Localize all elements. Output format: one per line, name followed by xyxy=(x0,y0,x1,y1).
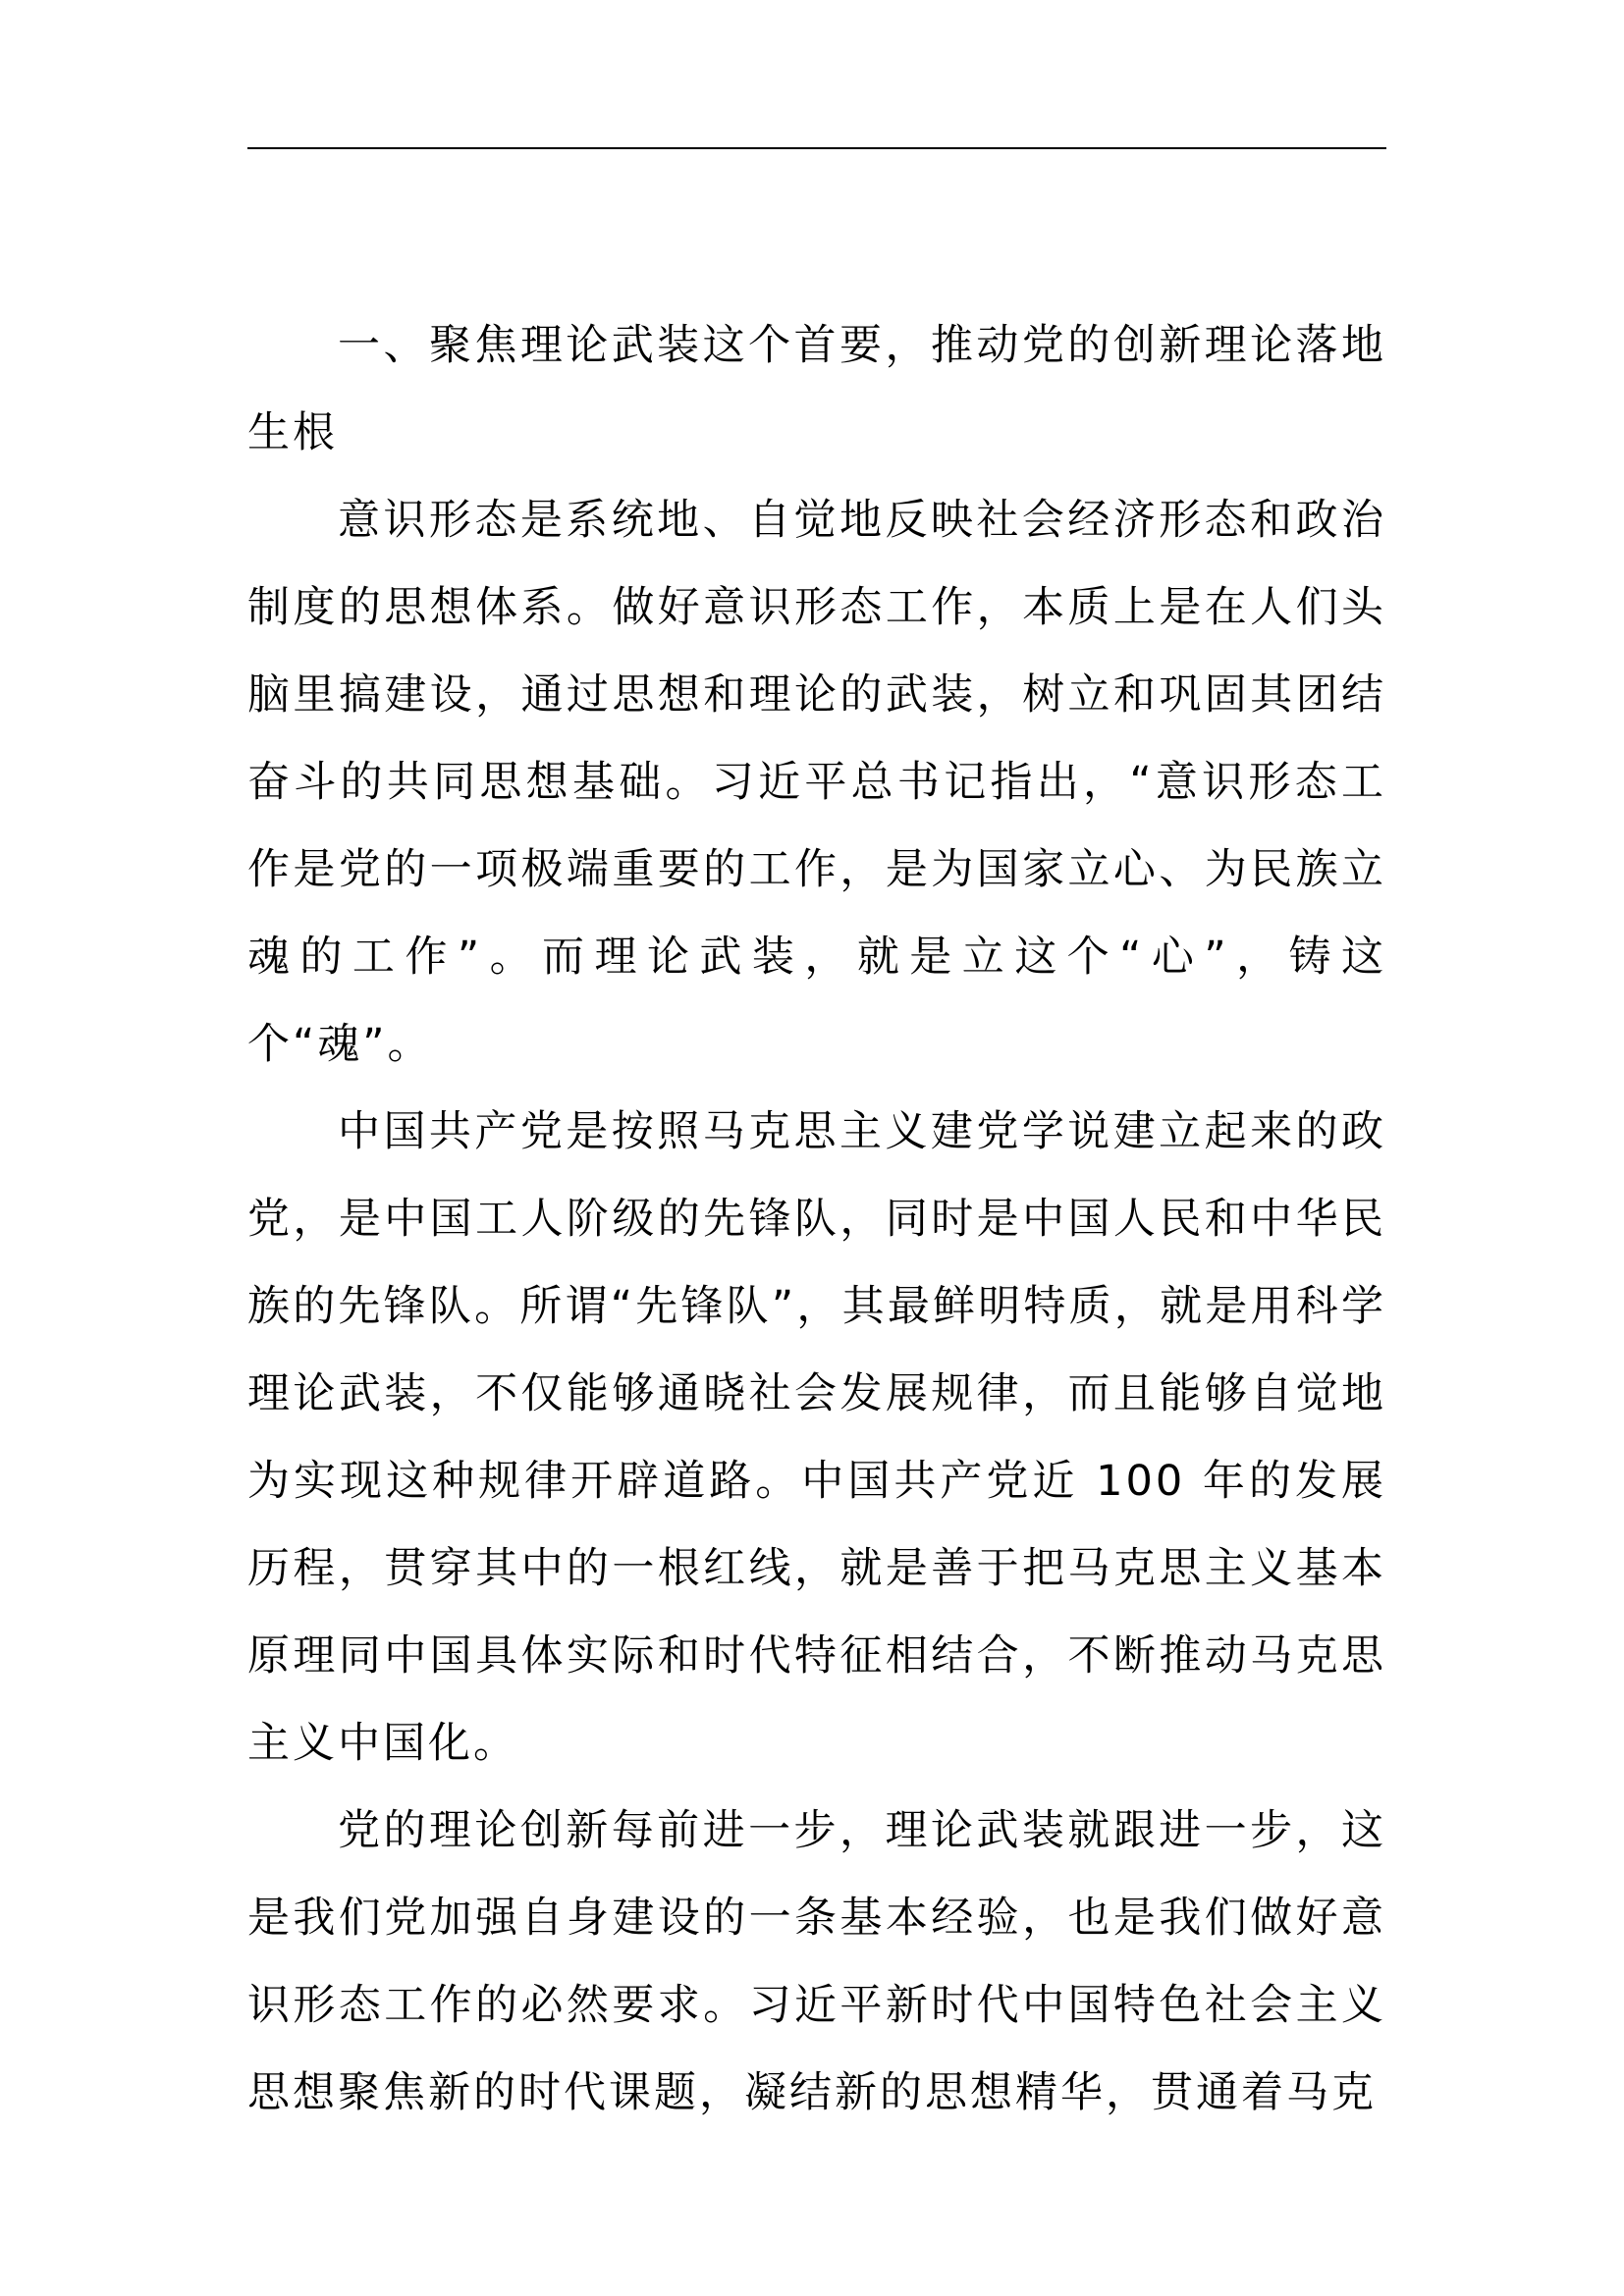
header-rule xyxy=(247,147,1386,149)
paragraph-2: 中国共产党是按照马克思主义建党学说建立起来的政党，是中国工人阶级的先锋队，同时是中国人民和中华民族的先锋队。所谓“先锋队”，其最鲜明特质，就是用科学理论武装，不仅能够通晓社会发展规律，而且能够自觉地为实现这种规律开辟道路。中国共产党近 100 年的发展历程，贯穿其中的一根红线，就是善于把马克思主义基本原理同中国具体实际和时代特征相结合，不断推动马克思主义中国化。 xyxy=(247,1107,1386,1768)
paragraph-3: 党的理论创新每前进一步，理论武装就跟进一步，这是我们党加强自身建设的一条基本经验，也是我们做好意识形态工作的必然要求。习近平新时代中国特色社会主义思想聚焦新的时代课题，凝结新的思想精华，贯通着马克 xyxy=(247,1806,1386,2117)
document-body xyxy=(247,302,1386,2137)
paragraph-1: 意识形态是系统地、自觉地反映社会经济形态和政治制度的思想体系。做好意识形态工作，本质上是在人们头脑里搞建设，通过思想和理论的武装，树立和巩固其团结奋斗的共同思想基础。习近平总书记指出，“意识形态工作是党的一项极端重要的工作，是为国家立心、为民族立魂的工作”。而理论武装，就是立这个“心”，铸这个“魂”。 xyxy=(247,496,1386,1069)
section-heading: 一、聚焦理论武装这个首要，推动党的创新理论落地生根 xyxy=(247,321,1386,457)
